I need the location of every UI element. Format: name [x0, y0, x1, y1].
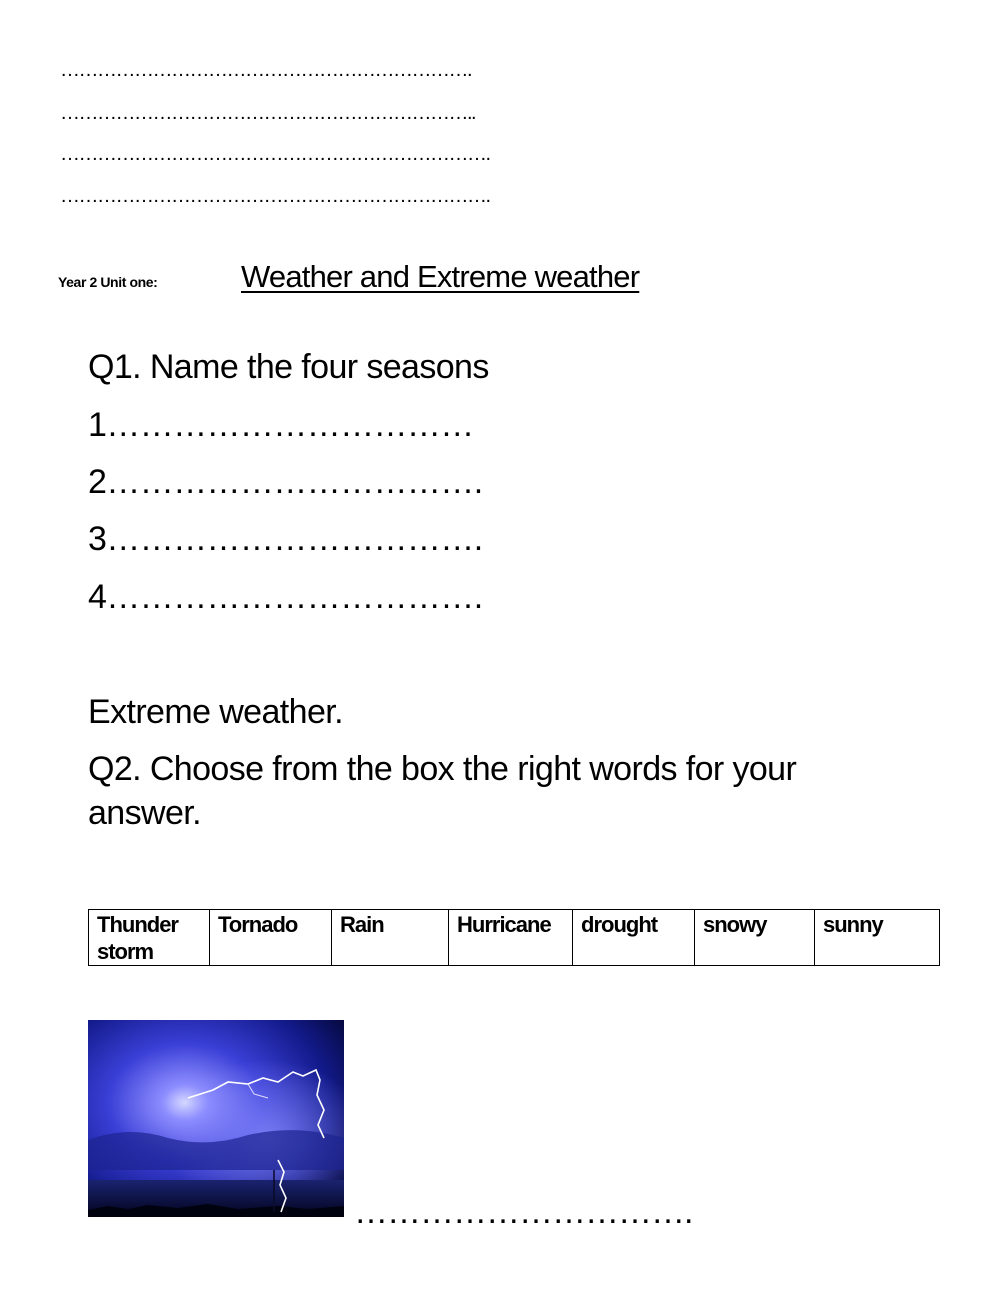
lightning-storm-photo [88, 1020, 344, 1217]
q2-question: Q2. Choose from the box the right words for your answer. [88, 750, 797, 833]
season-answer-4[interactable]: 4……………………………. [88, 578, 483, 616]
top-dotted-line-3[interactable]: ……………………………………………………………. [60, 143, 490, 165]
top-dotted-line-4[interactable]: ……………………………………………………………. [60, 185, 490, 207]
season-answer-2[interactable]: 2……………………………. [88, 463, 483, 501]
season-answer-3[interactable]: 3……………………………. [88, 520, 483, 558]
word-snowy[interactable]: snowy [695, 910, 815, 966]
word-hurricane[interactable]: Hurricane [449, 910, 573, 966]
season-answer-1[interactable]: 1…………………………… [88, 406, 474, 444]
word-thunder-storm[interactable]: Thunder storm [89, 910, 210, 966]
word-tornado[interactable]: Tornado [210, 910, 332, 966]
word-box [88, 909, 940, 966]
section-heading: Extreme weather. [88, 693, 343, 731]
unit-label: Year 2 Unit one: [58, 274, 158, 290]
lightning-icon [88, 1020, 344, 1217]
top-dotted-line-2[interactable]: ………………………………………………………….. [60, 102, 476, 124]
word-drought[interactable]: drought [573, 910, 695, 966]
page-title: Weather and Extreme weather [241, 259, 640, 294]
word-rain[interactable]: Rain [332, 910, 449, 966]
q1-question: Q1. Name the four seasons [88, 348, 489, 386]
word-box-row [89, 910, 940, 966]
top-dotted-line-1[interactable]: …………………………………………………………. [60, 59, 472, 81]
photo-answer-line[interactable]: …………………………. [354, 1193, 693, 1231]
word-sunny[interactable]: sunny [815, 910, 940, 966]
